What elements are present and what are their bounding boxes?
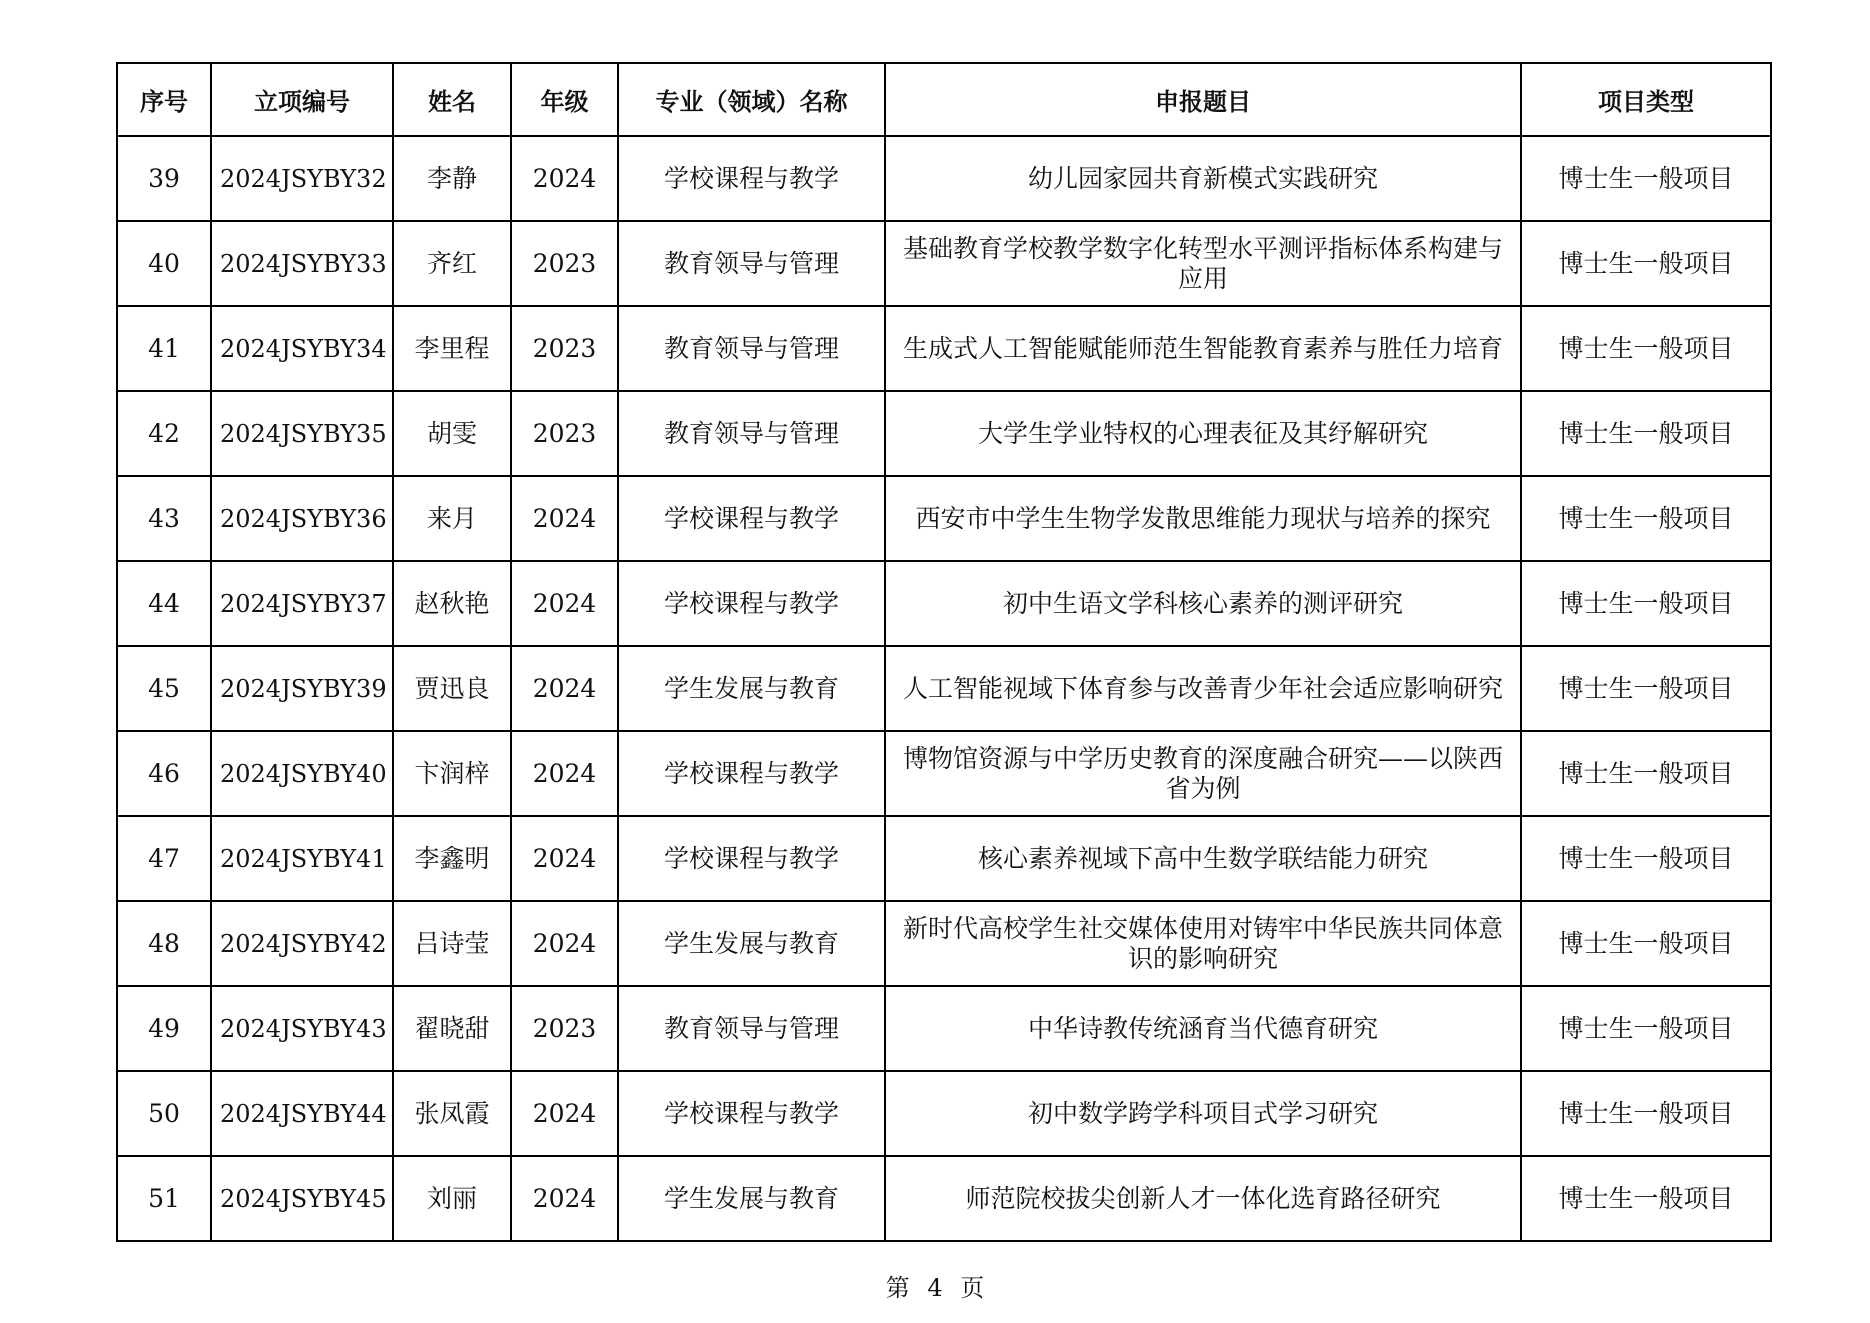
cell-name: 赵秋艳 (393, 561, 511, 646)
cell-name: 卞润梓 (393, 731, 511, 816)
header-title: 申报题目 (885, 63, 1521, 136)
cell-title: 西安市中学生生物学发散思维能力现状与培养的探究 (885, 476, 1521, 561)
cell-major: 教育领导与管理 (618, 391, 885, 476)
cell-seq: 50 (117, 1071, 211, 1156)
cell-name: 李鑫明 (393, 816, 511, 901)
header-grade: 年级 (511, 63, 618, 136)
footer-suffix: 页 (960, 1274, 985, 1302)
table-row (117, 986, 1771, 1071)
cell-seq: 51 (117, 1156, 211, 1241)
cell-type: 博士生一般项目 (1521, 901, 1771, 986)
cell-code: 2024JSYBY41 (211, 816, 393, 901)
cell-grade: 2024 (511, 731, 618, 816)
cell-type: 博士生一般项目 (1521, 221, 1771, 306)
cell-major: 教育领导与管理 (618, 221, 885, 306)
cell-title: 师范院校拔尖创新人才一体化选育路径研究 (885, 1156, 1521, 1241)
cell-code: 2024JSYBY32 (211, 136, 393, 221)
cell-name: 贾迅良 (393, 646, 511, 731)
cell-code: 2024JSYBY37 (211, 561, 393, 646)
cell-name: 刘丽 (393, 1156, 511, 1241)
table-row (117, 646, 1771, 731)
cell-grade: 2024 (511, 816, 618, 901)
table-row (117, 1156, 1771, 1241)
cell-grade: 2024 (511, 1071, 618, 1156)
header-code: 立项编号 (211, 63, 393, 136)
cell-major: 教育领导与管理 (618, 306, 885, 391)
cell-type: 博士生一般项目 (1521, 476, 1771, 561)
cell-name: 齐红 (393, 221, 511, 306)
cell-code: 2024JSYBY42 (211, 901, 393, 986)
cell-major: 学校课程与教学 (618, 816, 885, 901)
cell-seq: 48 (117, 901, 211, 986)
cell-seq: 42 (117, 391, 211, 476)
cell-name: 吕诗莹 (393, 901, 511, 986)
cell-grade: 2024 (511, 561, 618, 646)
cell-seq: 46 (117, 731, 211, 816)
cell-grade: 2024 (511, 136, 618, 221)
cell-title: 初中生语文学科核心素养的测评研究 (885, 561, 1521, 646)
page-number: 4 (927, 1274, 943, 1302)
cell-title: 生成式人工智能赋能师范生智能教育素养与胜任力培育 (885, 306, 1521, 391)
table-row (117, 1071, 1771, 1156)
table-row (117, 816, 1771, 901)
cell-major: 学校课程与教学 (618, 476, 885, 561)
footer-prefix: 第 (885, 1274, 910, 1302)
cell-grade: 2024 (511, 1156, 618, 1241)
cell-type: 博士生一般项目 (1521, 391, 1771, 476)
cell-name: 李里程 (393, 306, 511, 391)
header-type: 项目类型 (1521, 63, 1771, 136)
cell-type: 博士生一般项目 (1521, 561, 1771, 646)
cell-grade: 2023 (511, 391, 618, 476)
table-row (117, 561, 1771, 646)
cell-code: 2024JSYBY33 (211, 221, 393, 306)
cell-name: 翟晓甜 (393, 986, 511, 1071)
cell-title: 大学生学业特权的心理表征及其纾解研究 (885, 391, 1521, 476)
cell-grade: 2023 (511, 306, 618, 391)
cell-major: 教育领导与管理 (618, 986, 885, 1071)
cell-code: 2024JSYBY43 (211, 986, 393, 1071)
cell-major: 学生发展与教育 (618, 1156, 885, 1241)
cell-type: 博士生一般项目 (1521, 986, 1771, 1071)
cell-title: 中华诗教传统涵育当代德育研究 (885, 986, 1521, 1071)
cell-code: 2024JSYBY39 (211, 646, 393, 731)
table-header-row (117, 63, 1771, 136)
table-row (117, 901, 1771, 986)
cell-major: 学校课程与教学 (618, 561, 885, 646)
cell-name: 李静 (393, 136, 511, 221)
cell-type: 博士生一般项目 (1521, 731, 1771, 816)
cell-grade: 2024 (511, 901, 618, 986)
cell-code: 2024JSYBY34 (211, 306, 393, 391)
header-name: 姓名 (393, 63, 511, 136)
cell-code: 2024JSYBY45 (211, 1156, 393, 1241)
cell-code: 2024JSYBY44 (211, 1071, 393, 1156)
cell-major: 学生发展与教育 (618, 646, 885, 731)
cell-type: 博士生一般项目 (1521, 646, 1771, 731)
table-row (117, 136, 1771, 221)
cell-seq: 49 (117, 986, 211, 1071)
cell-name: 张凤霞 (393, 1071, 511, 1156)
header-seq: 序号 (117, 63, 211, 136)
cell-title: 博物馆资源与中学历史教育的深度融合研究——以陕西省为例 (885, 731, 1521, 816)
table-row (117, 306, 1771, 391)
cell-name: 来月 (393, 476, 511, 561)
cell-major: 学校课程与教学 (618, 731, 885, 816)
table-body (117, 136, 1771, 1241)
table-row (117, 731, 1771, 816)
cell-seq: 43 (117, 476, 211, 561)
cell-type: 博士生一般项目 (1521, 1156, 1771, 1241)
cell-grade: 2024 (511, 476, 618, 561)
cell-major: 学生发展与教育 (618, 901, 885, 986)
cell-seq: 45 (117, 646, 211, 731)
cell-seq: 40 (117, 221, 211, 306)
cell-grade: 2024 (511, 646, 618, 731)
cell-title: 幼儿园家园共育新模式实践研究 (885, 136, 1521, 221)
cell-type: 博士生一般项目 (1521, 1071, 1771, 1156)
cell-title: 人工智能视域下体育参与改善青少年社会适应影响研究 (885, 646, 1521, 731)
page-footer (0, 1268, 1870, 1303)
table-row (117, 221, 1771, 306)
cell-seq: 41 (117, 306, 211, 391)
header-major: 专业（领域）名称 (618, 63, 885, 136)
cell-title: 初中数学跨学科项目式学习研究 (885, 1071, 1521, 1156)
cell-grade: 2023 (511, 986, 618, 1071)
cell-type: 博士生一般项目 (1521, 816, 1771, 901)
project-list-sheet (116, 62, 1770, 1242)
cell-title: 基础教育学校教学数字化转型水平测评指标体系构建与应用 (885, 221, 1521, 306)
cell-name: 胡雯 (393, 391, 511, 476)
cell-type: 博士生一般项目 (1521, 136, 1771, 221)
project-table (116, 62, 1772, 1242)
cell-code: 2024JSYBY40 (211, 731, 393, 816)
table-row (117, 476, 1771, 561)
cell-type: 博士生一般项目 (1521, 306, 1771, 391)
cell-seq: 39 (117, 136, 211, 221)
table-row (117, 391, 1771, 476)
cell-title: 核心素养视域下高中生数学联结能力研究 (885, 816, 1521, 901)
cell-major: 学校课程与教学 (618, 1071, 885, 1156)
cell-code: 2024JSYBY36 (211, 476, 393, 561)
cell-seq: 44 (117, 561, 211, 646)
cell-seq: 47 (117, 816, 211, 901)
cell-major: 学校课程与教学 (618, 136, 885, 221)
cell-code: 2024JSYBY35 (211, 391, 393, 476)
cell-grade: 2023 (511, 221, 618, 306)
cell-title: 新时代高校学生社交媒体使用对铸牢中华民族共同体意识的影响研究 (885, 901, 1521, 986)
